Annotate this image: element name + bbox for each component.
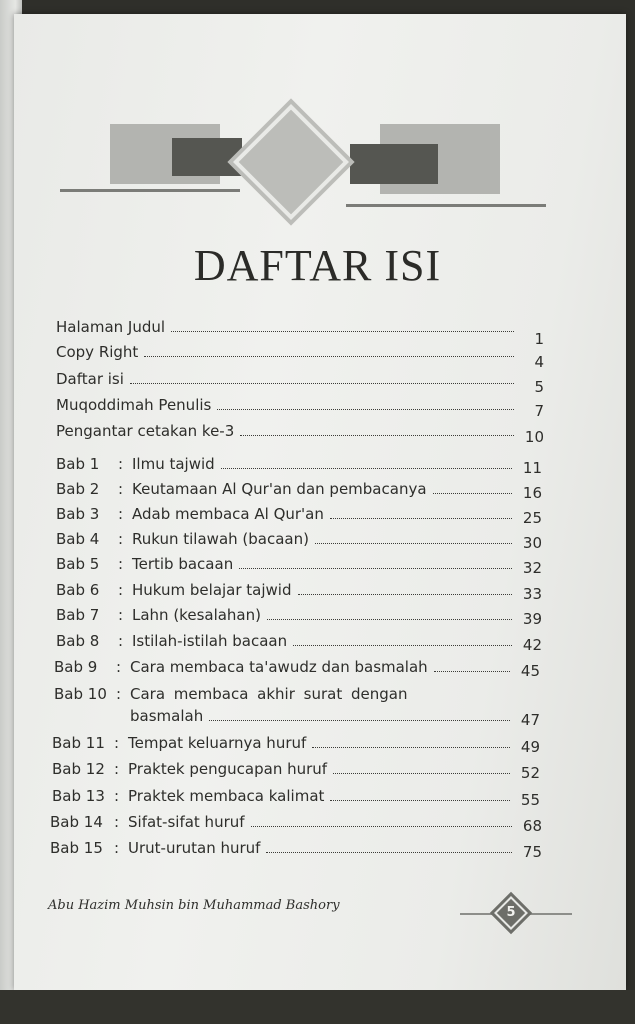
chapter-colon: : <box>116 658 122 676</box>
chapter-title: Urut-urutan huruf <box>128 839 261 857</box>
toc-entry-label: Pengantar cetakan ke-3 <box>56 422 235 440</box>
chapter-page: 68 <box>522 817 542 835</box>
chapter-number: Bab 3 <box>56 505 100 523</box>
chapter-number: Bab 13 <box>52 787 105 805</box>
leader-dots <box>239 568 512 569</box>
toc-entry <box>56 396 544 420</box>
leader-dots <box>266 852 512 853</box>
chapter-page: 11 <box>522 459 542 477</box>
chapter-title: Sifat-sifat huruf <box>128 813 245 831</box>
toc-entry-label: Copy Right <box>56 343 139 361</box>
leader-dots <box>433 493 512 494</box>
chapter-entry <box>56 606 542 628</box>
chapter-colon: : <box>118 455 124 473</box>
toc-entry-page: 5 <box>534 378 544 396</box>
leader-dots <box>315 543 512 544</box>
leader-dots <box>293 645 512 646</box>
chapter-title: Keutamaan Al Qur'an dan pembacanya <box>132 480 427 498</box>
chapter-colon: : <box>118 530 124 548</box>
chapter-number: Bab 7 <box>56 606 100 624</box>
chapter-page: 32 <box>522 559 542 577</box>
chapter-page: 33 <box>522 585 542 603</box>
leader-dots <box>267 619 512 620</box>
leader-dots <box>209 720 510 721</box>
chapter-number: Bab 11 <box>52 734 105 752</box>
chapter-entry <box>50 813 542 835</box>
chapter-entry <box>56 480 542 502</box>
leader-dots <box>330 518 512 519</box>
chapter-title: Hukum belajar tajwid <box>132 581 292 599</box>
chapter-colon: : <box>114 839 120 857</box>
background-surface <box>0 990 635 1024</box>
chapter-entry-continuation <box>130 707 540 729</box>
leader-dots <box>144 356 514 357</box>
chapter-title: Praktek membaca kalimat <box>128 787 325 805</box>
toc-entry-label: Halaman Judul <box>56 318 166 336</box>
chapter-number: Bab 2 <box>56 480 100 498</box>
chapter-number: Bab 4 <box>56 530 100 548</box>
chapter-page: 52 <box>520 764 540 782</box>
toc-entry-page: 4 <box>534 353 544 371</box>
chapter-entry <box>52 734 540 756</box>
chapter-colon: : <box>118 581 124 599</box>
chapter-number: Bab 5 <box>56 555 100 573</box>
chapter-entry <box>54 658 540 680</box>
chapter-page: 39 <box>522 610 542 628</box>
toc-entry-page: 10 <box>524 428 544 446</box>
toc-entry <box>56 370 544 396</box>
leader-dots <box>312 747 510 748</box>
chapter-title-continuation: basmalah <box>130 707 204 725</box>
toc-entry-label: Muqoddimah Penulis <box>56 396 212 414</box>
page-title: DAFTAR ISI <box>193 241 442 290</box>
chapter-entry <box>52 760 540 782</box>
chapter-entry <box>54 685 540 703</box>
leader-dots <box>221 468 512 469</box>
chapter-page: 75 <box>522 843 542 861</box>
chapter-page: 30 <box>522 534 542 552</box>
chapter-page: 47 <box>520 711 540 729</box>
chapter-page: 49 <box>520 738 540 756</box>
chapter-number: Bab 1 <box>56 455 100 473</box>
chapter-colon: : <box>118 480 124 498</box>
chapter-number: Bab 10 <box>54 685 107 703</box>
page-number: 5 <box>506 905 516 920</box>
leader-dots <box>240 435 514 436</box>
chapter-colon: : <box>116 685 122 703</box>
chapter-number: Bab 15 <box>50 839 103 857</box>
ornament-block-right <box>350 144 438 184</box>
chapter-entry <box>56 505 542 527</box>
chapter-entry <box>56 455 542 477</box>
chapter-colon: : <box>118 606 124 624</box>
chapter-title: Cara membaca ta'awudz dan basmalah <box>130 658 428 676</box>
leader-dots <box>298 594 513 595</box>
chapter-page: 25 <box>522 509 542 527</box>
chapter-colon: : <box>114 734 120 752</box>
chapter-number: Bab 8 <box>56 632 100 650</box>
chapter-entry <box>56 530 542 552</box>
chapter-page: 16 <box>522 484 542 502</box>
chapter-number: Bab 14 <box>50 813 103 831</box>
ornament-rule-left <box>60 189 240 192</box>
chapter-title: Cara membaca akhir surat dengan <box>130 685 408 703</box>
chapter-colon: : <box>114 787 120 805</box>
chapter-entry <box>52 787 540 809</box>
chapter-title: Ilmu tajwid <box>132 455 215 473</box>
leader-dots <box>171 331 514 332</box>
chapter-title: Lahn (kesalahan) <box>132 606 261 624</box>
chapter-number: Bab 12 <box>52 760 105 778</box>
chapter-entry <box>56 555 542 577</box>
chapter-entry <box>50 839 542 861</box>
chapter-title: Rukun tilawah (bacaan) <box>132 530 309 548</box>
toc-entry <box>56 318 544 348</box>
chapter-number: Bab 9 <box>54 658 98 676</box>
chapter-title: Tempat keluarnya huruf <box>128 734 307 752</box>
leader-dots <box>217 409 514 410</box>
leader-dots <box>434 671 510 672</box>
chapter-colon: : <box>114 813 120 831</box>
toc-entry <box>56 343 544 371</box>
chapter-entry <box>56 632 542 654</box>
chapter-page: 55 <box>520 791 540 809</box>
chapter-title: Tertib bacaan <box>132 555 234 573</box>
chapter-colon: : <box>118 632 124 650</box>
chapter-page: 45 <box>520 662 540 680</box>
leader-dots <box>333 773 510 774</box>
chapter-colon: : <box>114 760 120 778</box>
chapter-title: Adab membaca Al Qur'an <box>132 505 324 523</box>
toc-entry-page: 7 <box>534 402 544 420</box>
toc-entry-page: 1 <box>534 330 544 348</box>
leader-dots <box>251 826 512 827</box>
leader-dots <box>330 800 510 801</box>
chapter-title: Praktek pengucapan huruf <box>128 760 328 778</box>
toc-entry-label: Daftar isi <box>56 370 124 388</box>
chapter-title: Istilah-istilah bacaan <box>132 632 288 650</box>
toc-entry <box>56 422 544 446</box>
chapter-page: 42 <box>522 636 542 654</box>
ornament-rule-right <box>346 204 546 207</box>
chapter-number: Bab 6 <box>56 581 100 599</box>
chapter-entry <box>56 581 542 603</box>
chapter-colon: : <box>118 505 124 523</box>
chapter-colon: : <box>118 555 124 573</box>
leader-dots <box>130 383 514 384</box>
footer-author: Abu Hazim Muhsin bin Muhammad Bashory <box>48 898 340 913</box>
